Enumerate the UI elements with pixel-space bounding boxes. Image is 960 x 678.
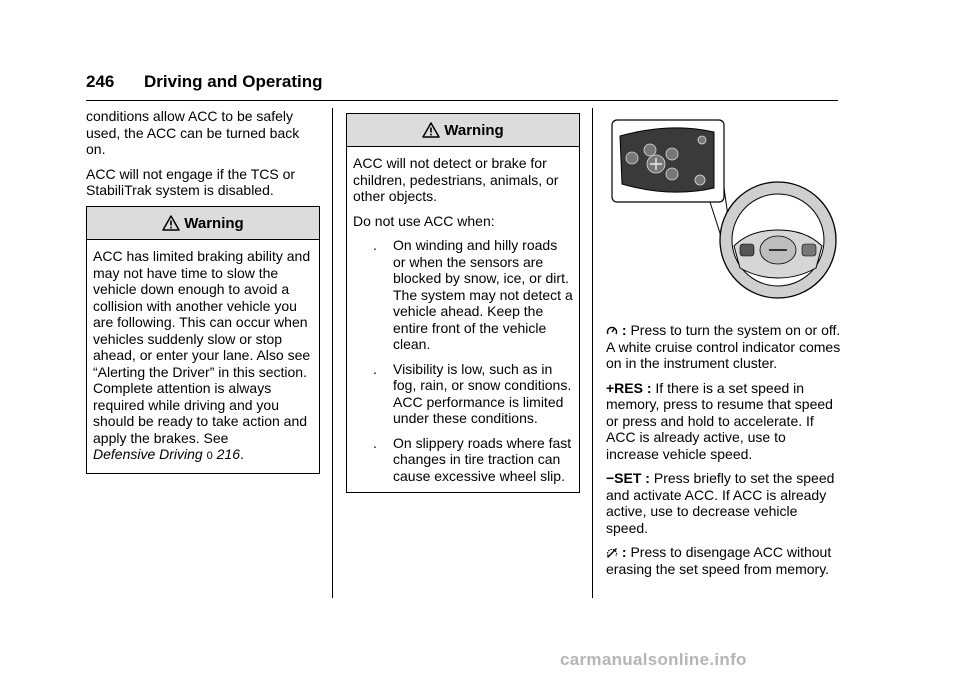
cross-reference-title[interactable]: Defensive Driving [93,446,203,462]
control-term: : [621,322,627,338]
bullet: . [373,237,377,253]
column-divider-2 [592,108,593,598]
watermark: carmanualsonline.info [560,650,747,669]
column-3 [606,322,842,585]
control-description [606,380,842,463]
control-term: : [621,544,627,560]
bullet-list [353,237,573,484]
control-description [606,544,842,577]
list-item: . On winding and hilly roads or when the sensors are blocked by snow, ice, or dirt. The system may not detect a vehicle ahead. Keep the entire front of the vehicle clean. [373,237,573,352]
warning-intro: ACC will not detect or brake for children, pedestrians, animals, or other objects. [353,155,559,204]
cross-reference-page[interactable]: 216 [216,446,240,462]
control-text: Press briefly to set the speed and activate ACC. If ACC is already active, use to decrease vehicle speed. [606,470,835,536]
warning-header [347,114,579,147]
list-item: . Visibility is low, such as in fog, rain, or snow conditions. ACC performance is limited under these conditions. [373,360,572,426]
control-term: +RES : [606,379,652,396]
warning-text: ACC has limited braking ability and may not have time to slow the vehicle down enough to avoid a collision with another vehicle you are following. This can occur when vehicles suddenly slow or stop ahead, or enter your lane. Also see “Alerting the Driver” in this section. Complete attention is always required while driving and you should be ready to take action and apply the brakes. See [93,248,311,446]
warning-icon [162,215,180,231]
warning-title: Warning [444,121,504,139]
control-term: −SET : [606,470,650,486]
warning-body [87,240,319,473]
warning-lead: Do not use ACC when: [353,212,495,229]
paragraph: conditions allow ACC to be safely used, the ACC can be turned back on. [86,108,300,157]
warning-icon [422,122,440,138]
column-1 [86,108,322,207]
control-text: If there is a set speed in memory, press to resume that speed or press and hold to accelerate. If ACC is already active, use to increase vehicle speed. [606,379,833,462]
page-ref-arrow-icon: 0 [206,450,213,462]
page-header [86,70,838,101]
period: . [239,446,244,462]
list-item: . On slippery roads where fast changes in tire traction can cause excessive wheel slip. [373,434,572,484]
warning-body [347,147,579,492]
control-text: Press to disengage ACC without erasing the set speed from memory. [606,544,832,577]
warning-title: Warning [184,214,244,232]
warning-header [87,207,319,240]
warning-box-1 [86,206,320,474]
bullet: . [373,360,377,377]
cruise-cancel-icon [606,547,618,559]
paragraph: ACC will not engage if the TCS or StabiliTrak system is disabled. [86,165,296,198]
steering-wheel-controls-illustration [610,118,838,302]
control-text: Press to turn the system on or off. A white cruise control indicator comes on in the instrument cluster. [606,322,841,371]
section-title: Driving and Operating [144,72,323,91]
control-description [606,322,842,372]
warning-box-2 [346,113,580,493]
page-number: 246 [86,72,115,91]
control-description [606,470,842,536]
column-divider-1 [332,108,333,598]
cruise-on-off-icon [606,325,618,337]
bullet: . [373,434,377,451]
